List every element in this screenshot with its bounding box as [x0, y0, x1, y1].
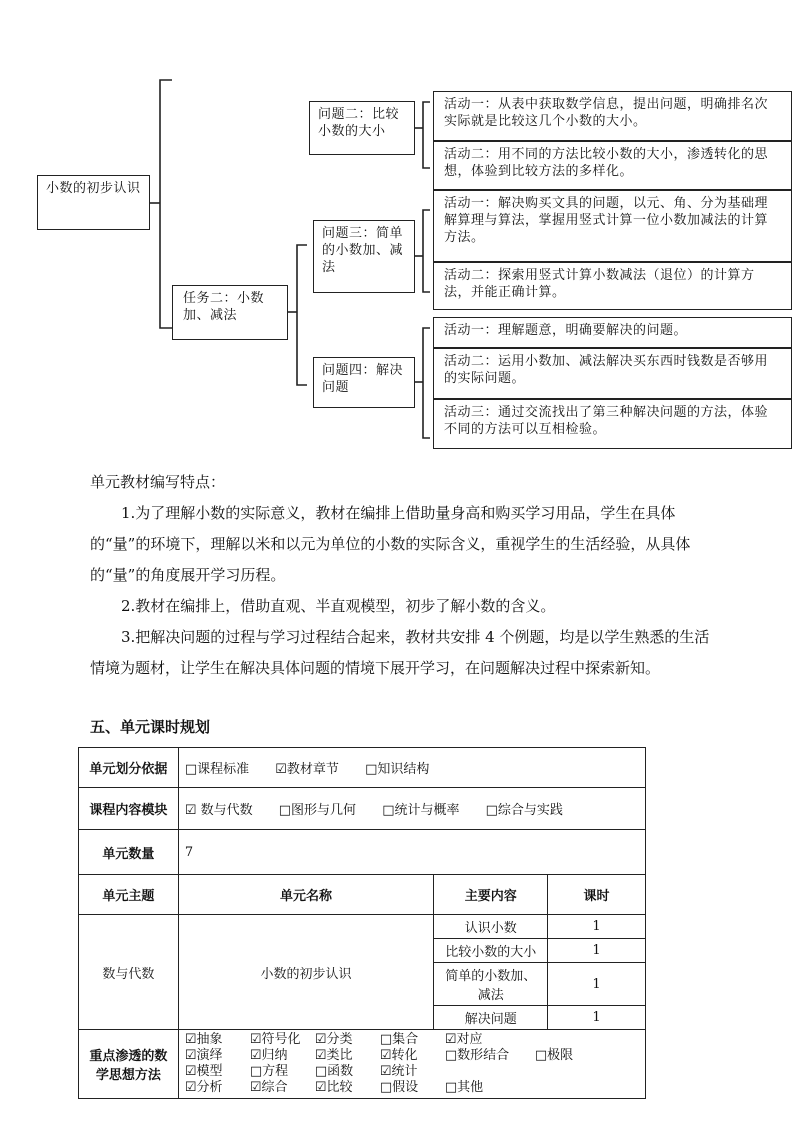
checkbox-option: □函数	[314, 1064, 354, 1079]
methods-line	[185, 1032, 639, 1048]
table-row	[79, 1030, 646, 1099]
mindmap-activity-node: 活动二：运用小数加、减法解决买东西时钱数是否够用的实际问题。	[433, 348, 792, 399]
methods-line	[185, 1048, 639, 1064]
methods-line	[185, 1080, 639, 1096]
column-header: 单元主题	[79, 875, 179, 915]
section-title: 五、单元课时规划	[90, 718, 211, 736]
mindmap-task2-node: 任务二：小数加、减法	[172, 285, 288, 340]
unit-name: 小数的初步认识	[178, 915, 433, 1030]
checkbox-option: ☑转化	[379, 1048, 418, 1063]
column-header: 主要内容	[434, 875, 548, 915]
checkbox-option: □假设	[379, 1080, 419, 1095]
mindmap-activity-node: 活动三：通过交流找出了第三种解决问题的方法，体验不同的方法可以互相检验。	[433, 399, 792, 449]
checkbox-option: □图形与几何	[278, 803, 357, 818]
checkbox-option: □数形结合	[444, 1048, 510, 1063]
mindmap-question3-node: 问题三：简单的小数加、减法	[313, 220, 415, 293]
column-header: 单元名称	[178, 875, 433, 915]
hours-cell: 1	[548, 963, 646, 1006]
basis-options	[178, 748, 645, 788]
checkbox-option: ☑抽象	[184, 1032, 223, 1047]
checkbox-option: ☑分类	[314, 1032, 353, 1047]
notes-paragraph: 1.为了理解小数的实际意义，教材在编排上借助量身高和购买学习用品，学生在具体的“量”的环境下，理解以米和以元为单位的小数的实际含义，重视学生的生活经验，从具体的“量”的角度展开学习历程。	[90, 504, 691, 584]
content-cell: 比较小数的大小	[434, 939, 548, 963]
checkbox-option: ☑模型	[184, 1064, 223, 1079]
notes-heading: 单元教材编写特点：	[90, 473, 226, 491]
methods-line	[185, 1064, 639, 1080]
mindmap-activity-node: 活动一：解决购买文具的问题，以元、角、分为基础理解算理与算法，掌握用竖式计算一位小数加减法的计算方法。	[433, 190, 792, 262]
checkbox-option: ☑符号化	[249, 1032, 301, 1047]
mindmap-activity-node: 活动一：理解题意，明确要解决的问题。	[433, 317, 792, 348]
checkbox-option: ☑分析	[184, 1080, 223, 1095]
checkbox-option: ☑ 数与代数	[184, 803, 253, 818]
checkbox-option: □课程标准	[184, 762, 250, 777]
checkbox-option: ☑对应	[444, 1032, 483, 1047]
table-header-row	[79, 875, 646, 915]
hours-cell: 1	[548, 939, 646, 963]
content-cell: 简单的小数加、减法	[434, 963, 548, 1006]
basis-label: 单元划分依据	[79, 748, 179, 788]
checkbox-option: □其他	[444, 1080, 484, 1095]
unit-theme: 数与代数	[79, 915, 179, 1030]
checkbox-option: □知识结构	[365, 762, 430, 777]
module-options	[178, 788, 645, 830]
checkbox-option: □统计与概率	[382, 803, 460, 818]
checkbox-option: ☑教材章节	[275, 762, 339, 777]
count-label: 单元数量	[79, 830, 179, 875]
hours-cell: 1	[548, 1006, 646, 1030]
unit-plan-table	[78, 747, 646, 1099]
hours-cell: 1	[548, 915, 646, 939]
checkbox-option: ☑归纳	[249, 1048, 288, 1063]
mindmap-question2-node: 问题二：比较小数的大小	[309, 101, 415, 155]
mindmap-activity-node: 活动二：探索用竖式计算小数减法（退位）的计算方法，并能正确计算。	[433, 262, 792, 310]
checkbox-option: ☑类比	[314, 1048, 353, 1063]
checkbox-option: □极限	[534, 1048, 574, 1063]
notes-paragraph: 3.把解决问题的过程与学习过程结合起来，教材共安排 4 个例题，均是以学生熟悉的生活情境为题材，让学生在解决具体问题的情境下展开学习，在问题解决过程中探索新知。	[90, 628, 710, 677]
count-value: 7	[178, 830, 645, 875]
mindmap-activity-node: 活动二：用不同的方法比较小数的大小，渗透转化的思想，体验到比较方法的多样化。	[433, 141, 792, 190]
checkbox-option: □综合与实践	[485, 803, 563, 818]
methods-label: 重点渗透的数学思想方法	[79, 1030, 179, 1099]
mindmap-root-node: 小数的初步认识	[37, 175, 150, 230]
column-header: 课时	[548, 875, 646, 915]
checkbox-option: □方程	[249, 1064, 289, 1079]
checkbox-option: ☑比较	[314, 1080, 353, 1095]
checkbox-option: ☑综合	[249, 1080, 288, 1095]
content-cell: 认识小数	[434, 915, 548, 939]
textbook-features	[90, 467, 720, 684]
methods-grid	[178, 1030, 645, 1099]
mindmap-question4-node: 问题四：解决问题	[313, 357, 415, 408]
table-row	[79, 788, 646, 830]
content-cell: 解决问题	[434, 1006, 548, 1030]
mindmap-activity-node: 活动一：从表中获取数学信息，提出问题，明确排名次实际就是比较这几个小数的大小。	[433, 91, 792, 141]
module-label: 课程内容模块	[79, 788, 179, 830]
table-row	[79, 748, 646, 788]
checkbox-option: □集合	[379, 1032, 419, 1047]
table-row	[79, 830, 646, 875]
checkbox-option: ☑演绎	[184, 1048, 223, 1063]
table-row	[79, 915, 646, 939]
checkbox-option: ☑统计	[379, 1064, 418, 1079]
notes-paragraph: 2.教材在编排上，借助直观、半直观模型，初步了解小数的含义。	[121, 597, 556, 615]
